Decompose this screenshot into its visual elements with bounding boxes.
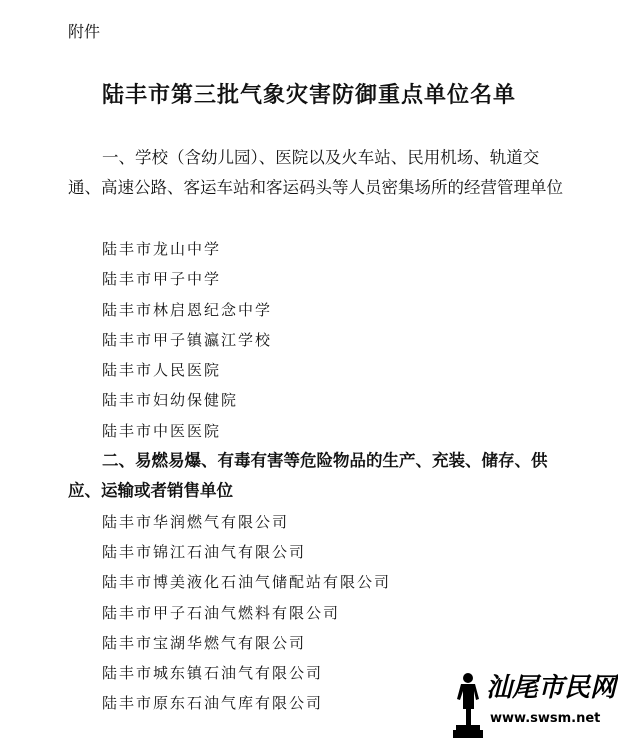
section-heading-1: 一、学校（含幼儿园）、医院以及火车站、民用机场、轨道交通、高速公路、客运车站和客运码头等人员密集场所的经营管理单位 — [68, 148, 563, 197]
list-item: 陆丰市华润燃气有限公司 — [102, 513, 290, 531]
section-heading-2: 二、易燃易爆、有毒有害等危险物品的生产、充装、储存、供应、运输或者销售单位 — [68, 451, 548, 500]
unit-list-2 — [102, 507, 391, 718]
list-item: 陆丰市锦江石油气有限公司 — [102, 543, 307, 562]
list-item: 陆丰市城东镇石油气有限公司 — [102, 663, 324, 682]
site-watermark — [448, 669, 617, 739]
list-item: 陆丰市龙山中学 — [102, 240, 222, 258]
document-title: 陆丰市第三批气象灾害防御重点单位名单 — [101, 82, 516, 108]
list-item: 陆丰市甲子中学 — [102, 270, 222, 289]
statue-silhouette-icon — [448, 669, 488, 739]
list-item: 陆丰市宝湖华燃气有限公司 — [102, 633, 307, 652]
list-item: 陆丰市甲子石油气燃料有限公司 — [102, 603, 341, 622]
watermark-site-name: 汕尾市民网 — [486, 673, 617, 703]
list-item: 陆丰市甲子镇瀛江学校 — [102, 330, 273, 349]
list-item: 陆丰市中医医院 — [102, 421, 222, 440]
unit-list-1 — [102, 234, 272, 446]
list-item: 陆丰市博美液化石油气储配站有限公司 — [102, 573, 392, 592]
list-item: 陆丰市原东石油气库有限公司 — [102, 694, 324, 713]
watermark-url: www.swsm.net — [490, 711, 601, 726]
list-item: 陆丰市妇幼保健院 — [102, 391, 239, 410]
attachment-label: 附件 — [68, 22, 101, 41]
list-item: 陆丰市人民医院 — [102, 361, 222, 380]
list-item: 陆丰市林启恩纪念中学 — [102, 300, 273, 319]
